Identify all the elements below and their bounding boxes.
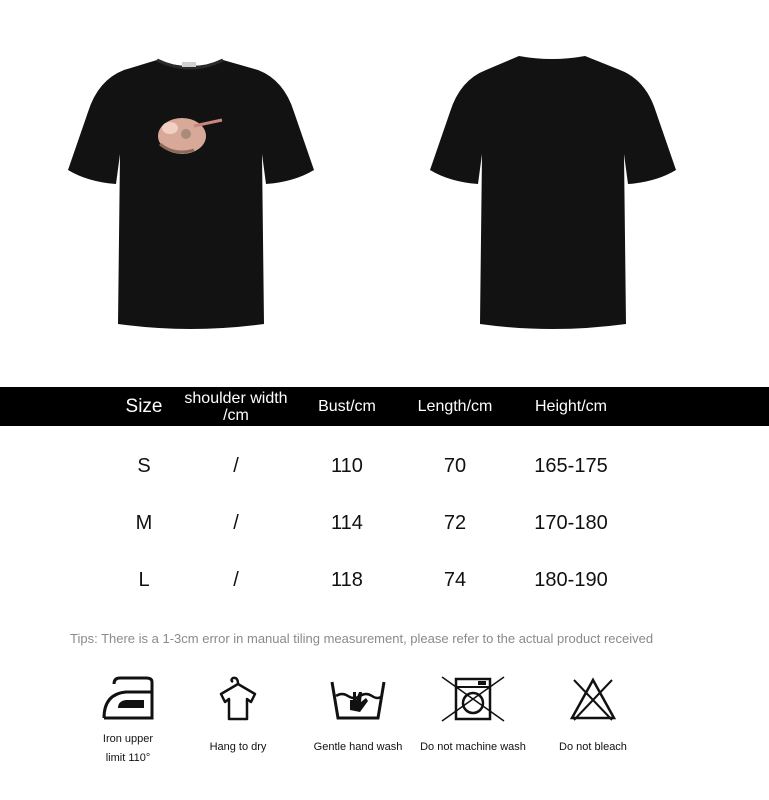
hand-wash-icon [328, 674, 388, 724]
table-header [0, 387, 769, 426]
cell-shoulder: / [233, 512, 239, 534]
measurement-tips: Tips: There is a 1-3cm error in manual tiling measurement, please refer to the actual product received [70, 631, 654, 646]
no-bleach-icon [568, 674, 618, 724]
header-shoulder-width: shoulder width /cm [184, 389, 288, 424]
tshirt-back-image [424, 52, 680, 337]
care-item-no-bleach [533, 674, 653, 757]
header-bust: Bust/cm [318, 397, 376, 415]
tshirt-front-image [62, 52, 318, 337]
hanger-shirt-icon [213, 674, 263, 724]
table-row [0, 438, 769, 495]
cell-length: 70 [443, 455, 467, 477]
no-machine-wash-icon [440, 674, 506, 724]
cell-height: 170-180 [534, 512, 608, 534]
care-label: Iron upper limit 110° [102, 733, 154, 764]
cell-bust: 114 [331, 512, 363, 534]
size-chart-table [0, 387, 769, 609]
cell-size: S [137, 455, 151, 477]
iron-icon [96, 674, 160, 724]
care-label: Do not machine wash [420, 741, 526, 753]
cell-height: 180-190 [534, 569, 608, 591]
care-item-no-machine-wash [413, 674, 533, 757]
cell-size: L [138, 569, 150, 591]
cell-height: 165-175 [534, 455, 608, 477]
care-item-hang [178, 674, 298, 757]
care-item-hand-wash [298, 674, 418, 757]
cell-length: 72 [443, 512, 467, 534]
cell-length: 74 [443, 569, 467, 591]
cell-bust: 110 [331, 455, 363, 477]
care-item-iron [68, 674, 188, 768]
table-row [0, 552, 769, 609]
header-height: Height/cm [534, 397, 608, 415]
care-label: Do not bleach [559, 741, 627, 753]
cell-shoulder: / [233, 569, 239, 591]
cell-size: M [135, 512, 153, 534]
cell-shoulder: / [233, 455, 239, 477]
care-label: Hang to dry [209, 741, 267, 753]
header-length: Length/cm [417, 397, 493, 415]
cell-bust: 118 [331, 569, 363, 591]
care-label: Gentle hand wash [313, 741, 403, 753]
table-row [0, 495, 769, 552]
header-size: Size [125, 395, 163, 417]
